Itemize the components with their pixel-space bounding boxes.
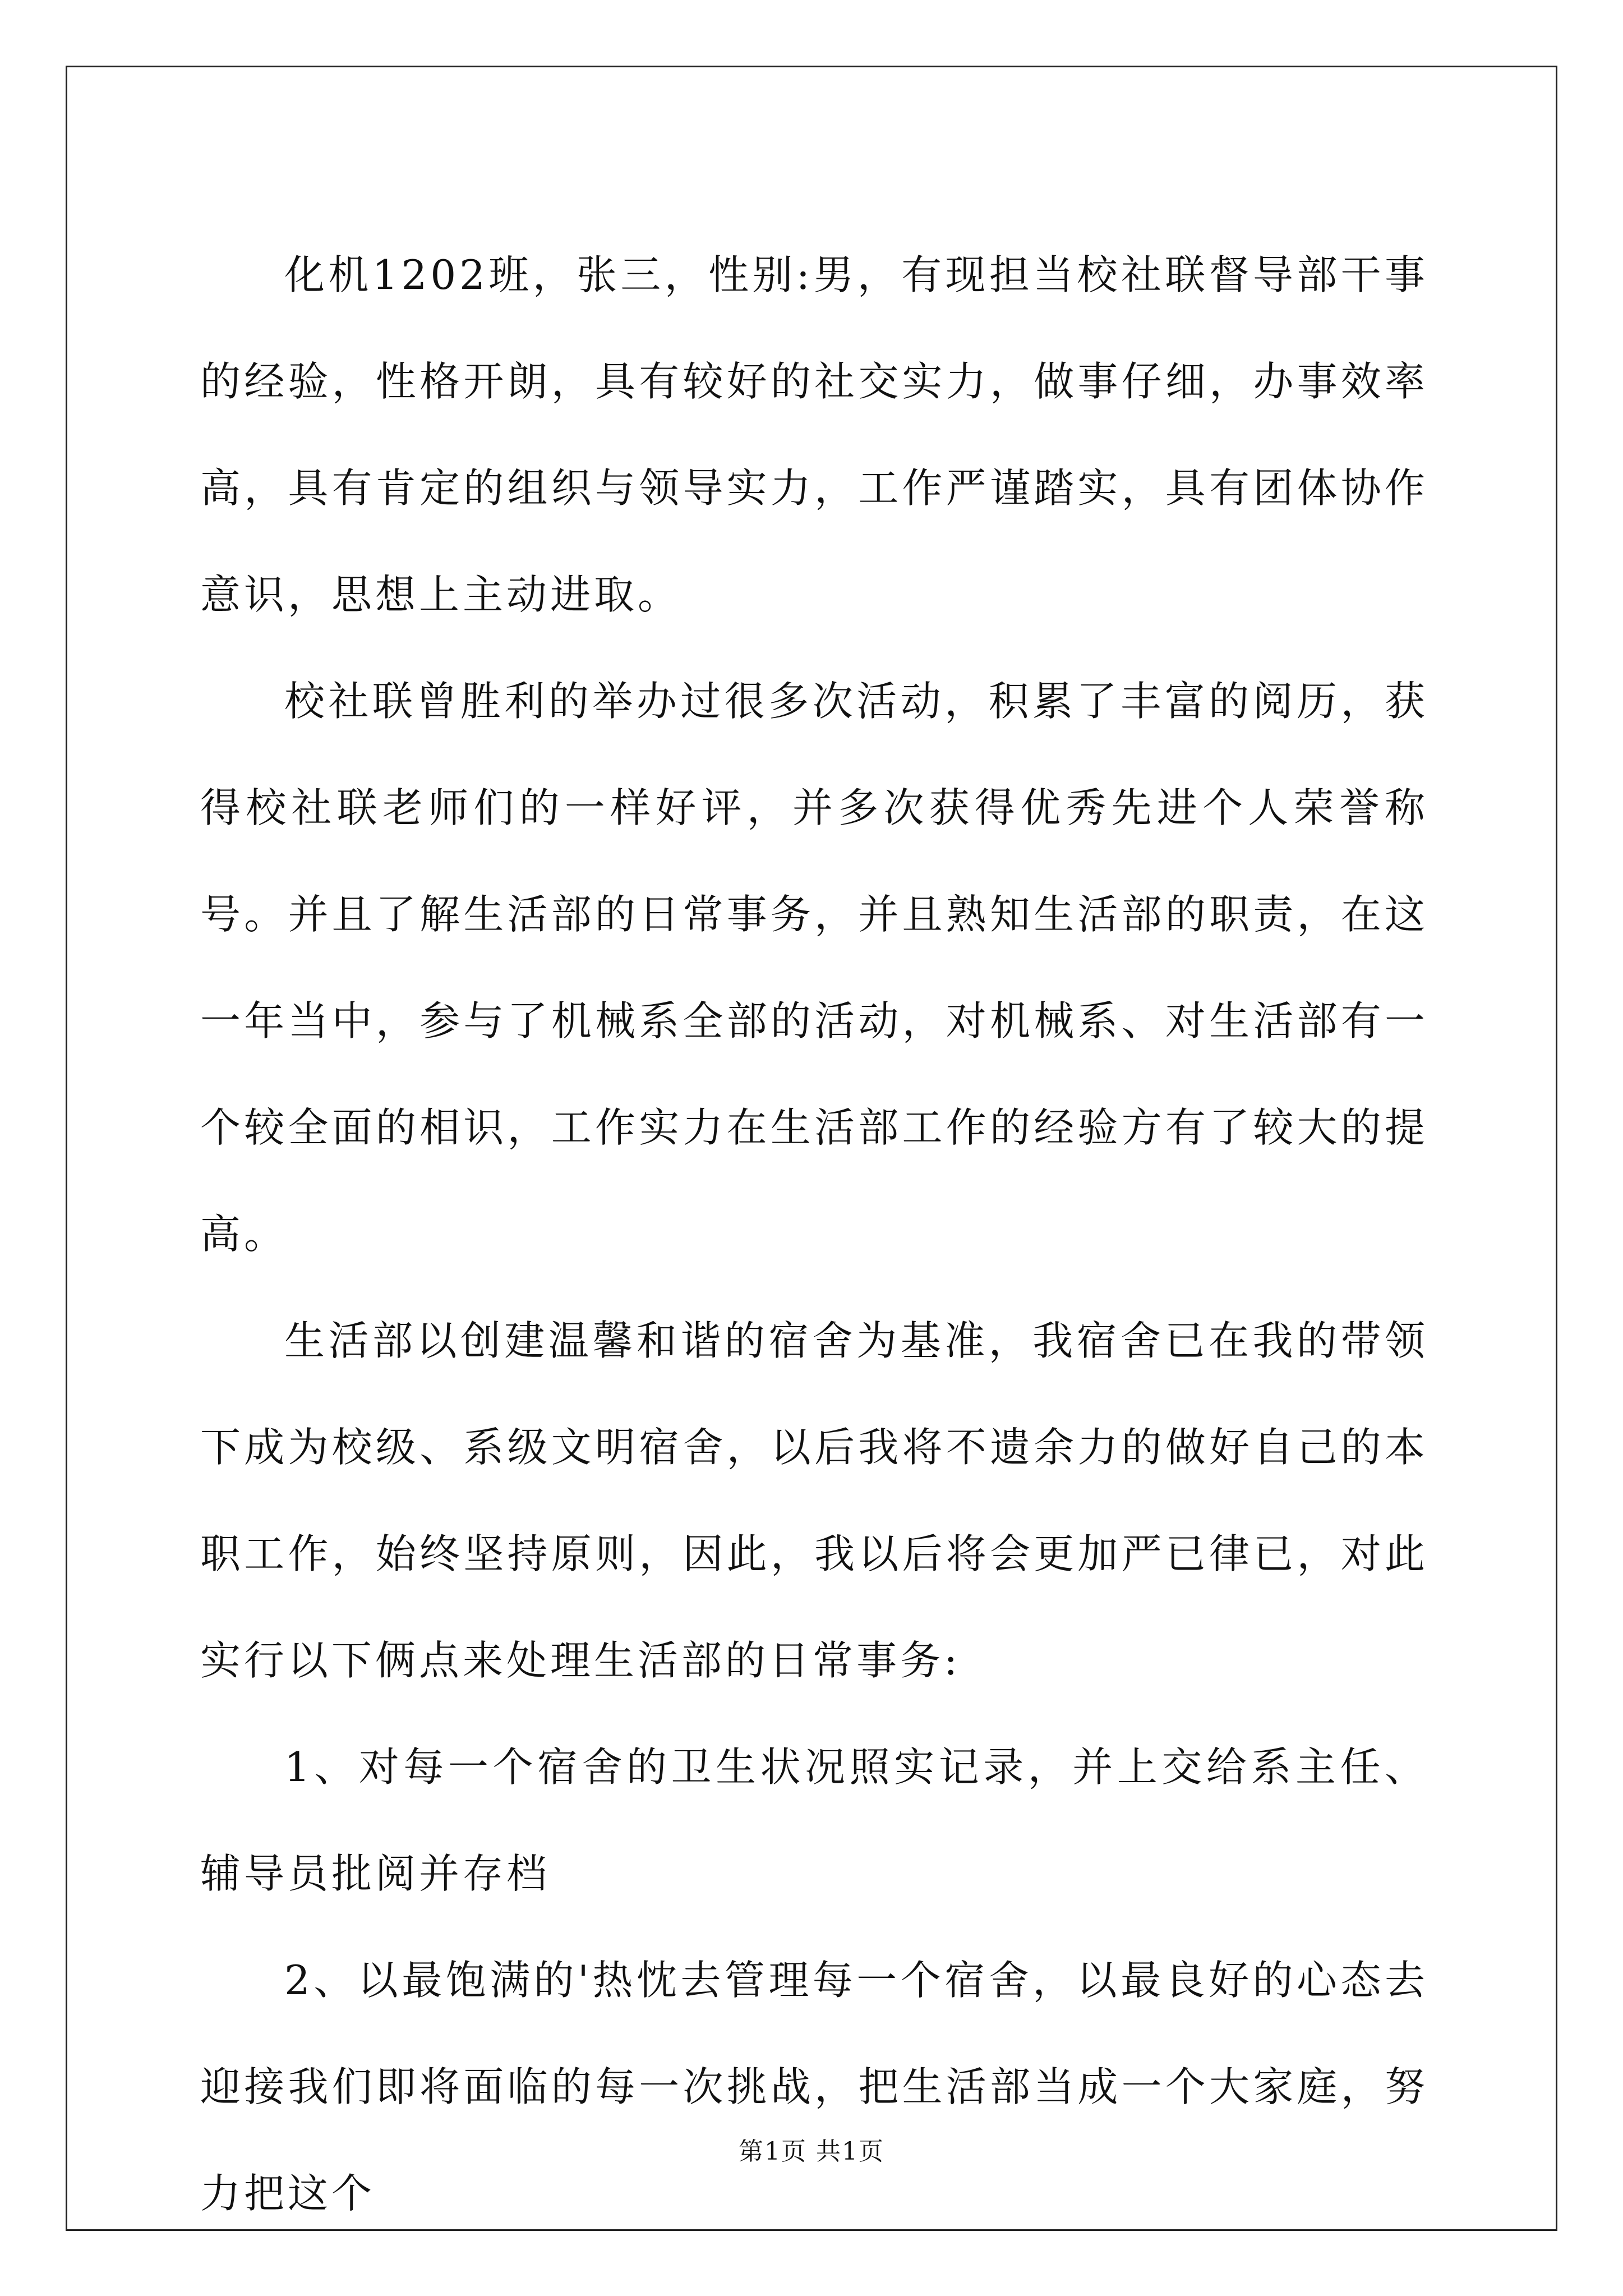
paragraph-2: 校社联曾胜利的举办过很多次活动，积累了丰富的阅历，获得校社联老师们的一样好评，并多次获得优秀先进个人荣誉称号。并且了解生活部的日常事务，并且熟知生活部的职责，在这一年当中，参与了机械系全部的活动，对机械系、对生活部有一个较全面的相识，工作实力在生活部工作的经验方有了较大的提高。 (200, 678, 1428, 1258)
paragraph-1: 化机1202班，张三，性别:男，有现担当校社联督导部干事的经验，性格开朗，具有较好的社交实力，做事仔细，办事效率高，具有肯定的组织与领导实力，工作严谨踏实，具有团体协作意识，思想上主动进取。 (200, 251, 1428, 618)
paragraph-5: 2、以最饱满的'热忱去管理每一个宿舍，以最良好的心态去迎接我们即将面临的每一次挑战，把生活部当成一个大家庭，努力把这个 (200, 1957, 1428, 2217)
paragraph-4: 1、对每一个宿舍的卫生状况照实记录，并上交给系主任、辅导员批阅并存档 (200, 1743, 1428, 1897)
page-footer: 第1页 共1页 (739, 2137, 884, 2166)
paragraph-3: 生活部以创建温馨和谐的宿舍为基准，我宿舍已在我的带领下成为校级、系级文明宿舍，以后我将不遗余力的做好自己的本职工作，始终坚持原则，因此，我以后将会更加严已律已，对此实行以下俩点来处理生活部的日常事务: (200, 1317, 1428, 1684)
document-body (200, 222, 1428, 2247)
